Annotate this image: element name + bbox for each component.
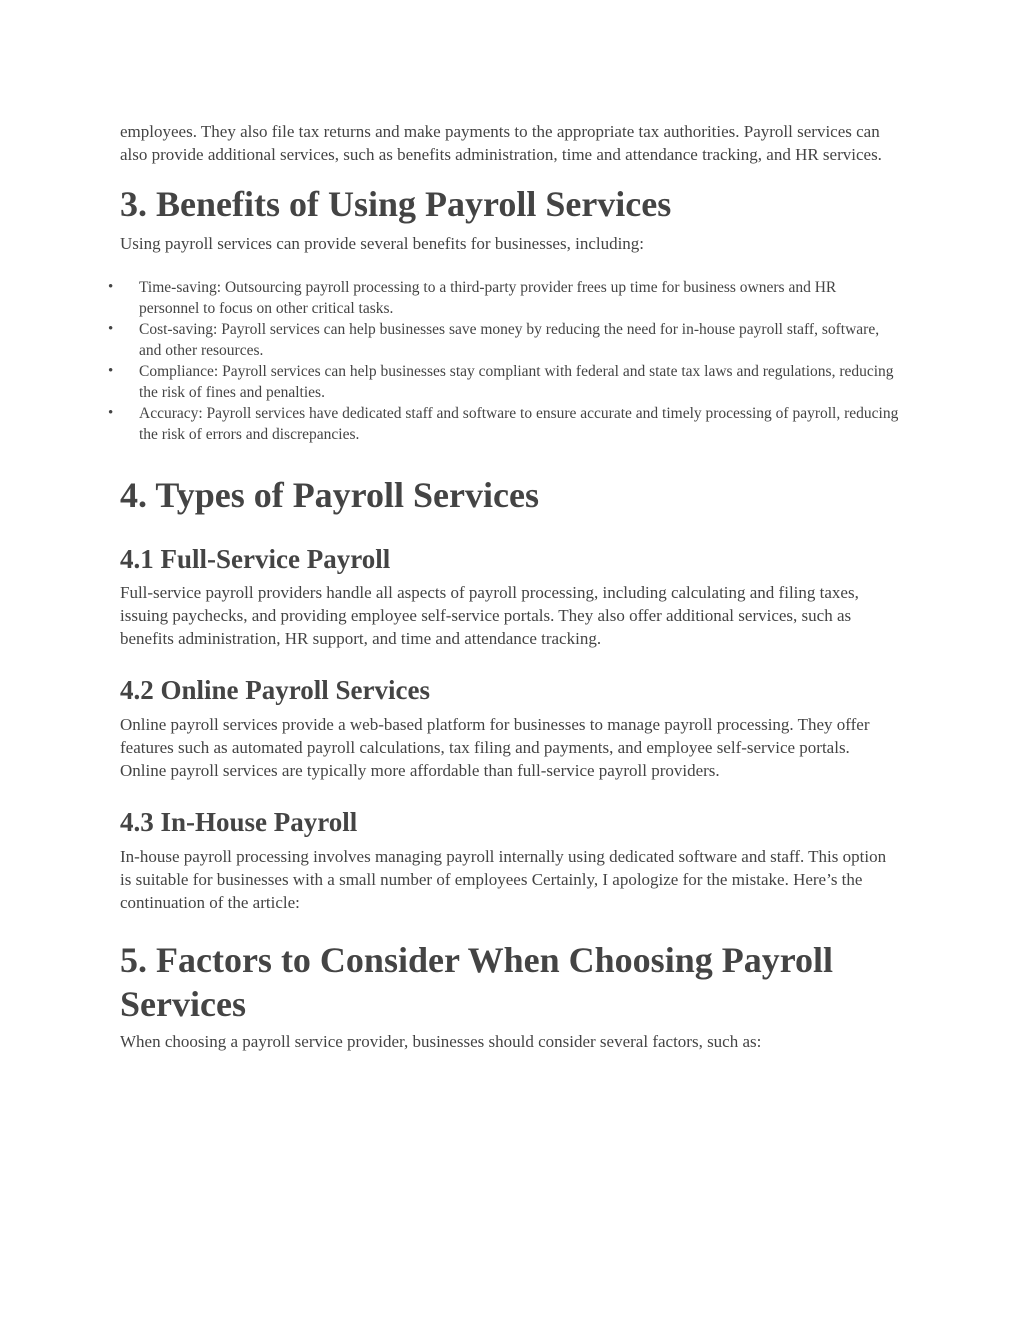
section-5-intro: When choosing a payroll service provider, businesses should consider several factors, such as: — [120, 1032, 762, 1051]
section-4-3-body: In-house payroll processing involves managing payroll internally using dedicated software and staff. This option is suitable for businesses with a small number of employees Certainly, I apologize for the mistake. Here’s the continuation of the article: — [120, 847, 887, 912]
list-item-text: Time-saving: Outsourcing payroll processing to a third-party provider frees up time for business owners and HR personnel to focus on other critical tasks. — [139, 279, 837, 317]
benefits-list — [108, 277, 900, 445]
bullet-icon: • — [108, 321, 114, 337]
section-4-heading: 4. Types of Payroll Services — [120, 475, 539, 515]
section-4-2-heading: 4.2 Online Payroll Services — [120, 675, 430, 705]
list-item-text: Compliance: Payroll services can help businesses stay compliant with federal and state tax laws and regulations, reducing the risk of fines and penalties. — [139, 363, 894, 401]
section-4-2-body: Online payroll services provide a web-based platform for businesses to manage payroll processing. They offer features such as automated payroll calculations, tax filing and payments, and employee self-service portals. Online payroll services are typically more affordable than full-service payroll providers. — [120, 715, 870, 780]
list-item-text: Cost-saving: Payroll services can help businesses save money by reducing the need for in-house payroll staff, software, and other resources. — [139, 321, 880, 359]
bullet-icon: • — [108, 279, 114, 295]
list-item — [108, 403, 900, 445]
list-item — [108, 361, 900, 403]
section-5-heading: 5. Factors to Consider When Choosing Payroll Services — [120, 940, 834, 1024]
document-page — [108, 120, 900, 1053]
section-3-heading: 3. Benefits of Using Payroll Services — [120, 184, 672, 224]
list-item — [108, 277, 900, 319]
section-3-intro: Using payroll services can provide several benefits for businesses, including: — [120, 234, 645, 253]
list-item-text: Accuracy: Payroll services have dedicated staff and software to ensure accurate and timely processing of payroll, reducing the risk of errors and discrepancies. — [139, 405, 899, 443]
intro-paragraph: employees. They also file tax returns and make payments to the appropriate tax authorities. Payroll services can also provide additional services, such as benefits administration, time and attendance tracking, and HR services. — [120, 122, 882, 164]
bullet-icon: • — [108, 405, 114, 421]
section-4-3-heading: 4.3 In-House Payroll — [120, 807, 358, 837]
list-item — [108, 319, 900, 361]
section-4-1-heading: 4.1 Full-Service Payroll — [120, 544, 391, 574]
bullet-icon: • — [108, 363, 114, 379]
section-4-1-body: Full-service payroll providers handle all aspects of payroll processing, including calculating and filing taxes, issuing paychecks, and providing employee self-service portals. They also offer additional services, such as benefits administration, HR support, and time and attendance tracking. — [120, 583, 859, 648]
